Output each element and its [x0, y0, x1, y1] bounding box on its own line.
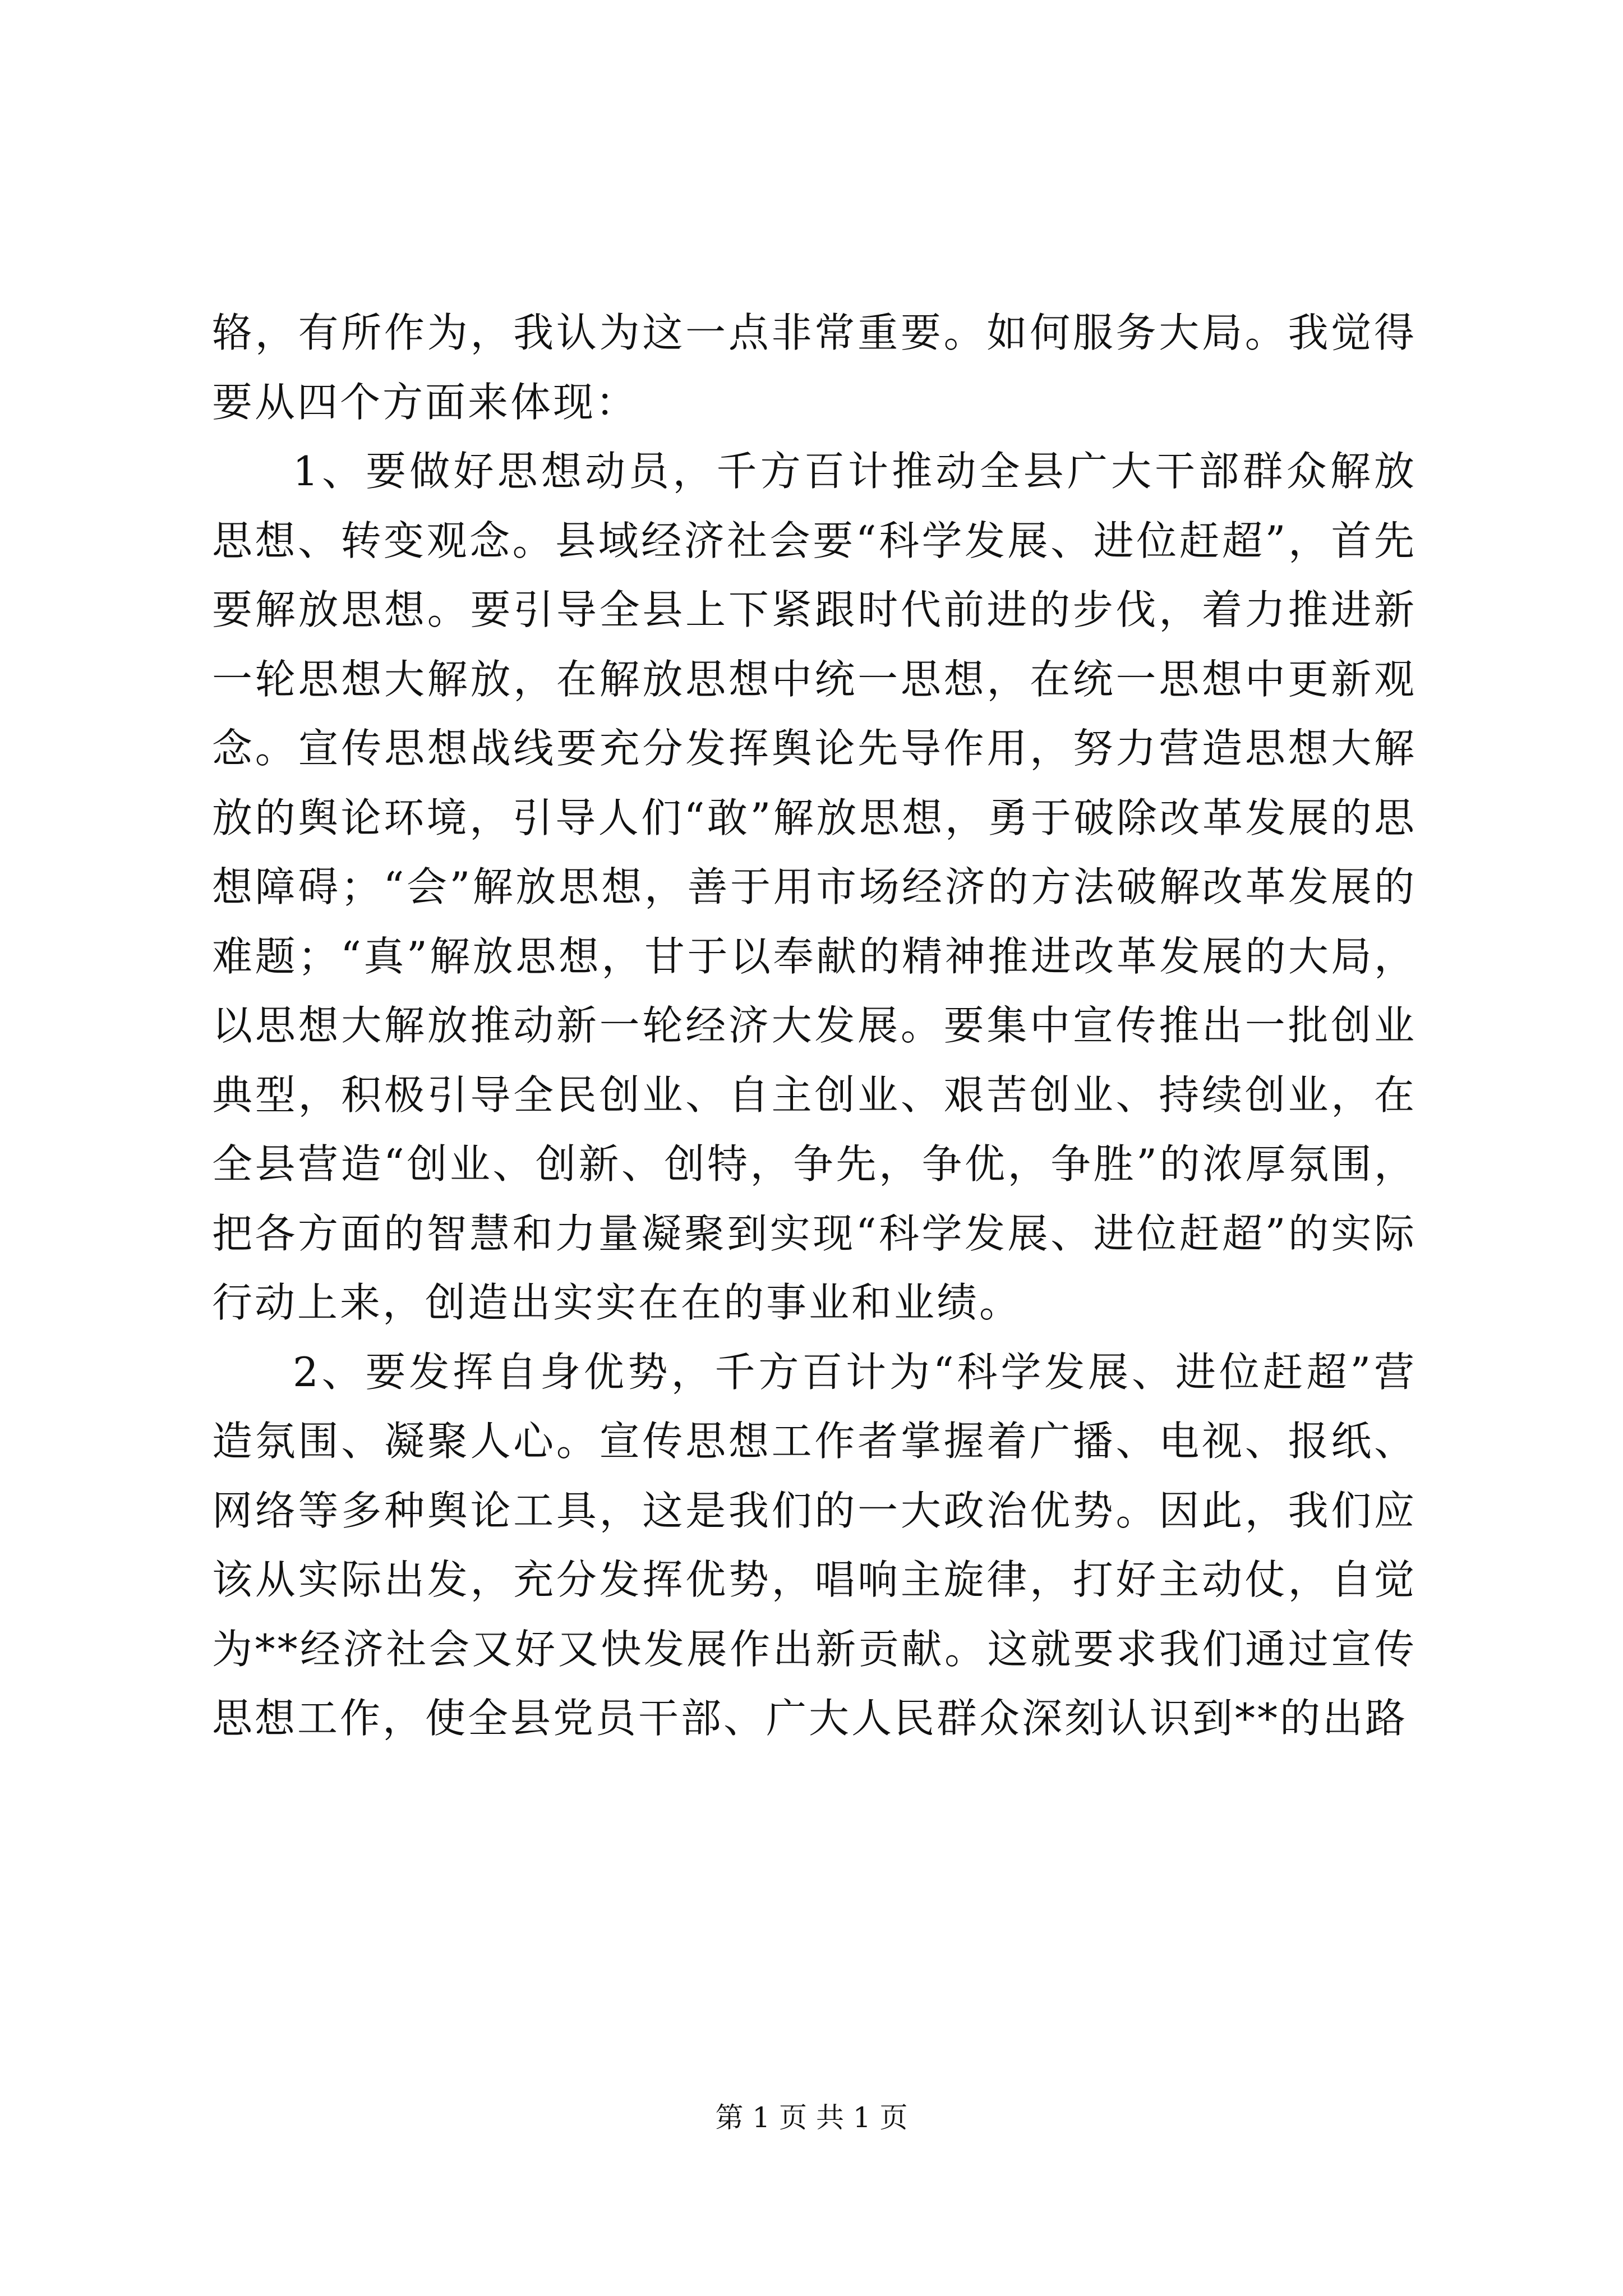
document-body: [212, 298, 1417, 1754]
paragraph-2: 1、要做好思想动员，千方百计推动全县广大干部群众解放思想、转变观念。县域经济社会要“科学发展、进位赶超”，首先要解放思想。要引导全县上下紧跟时代前进的步伐，着力推进新一轮思想大解放，在解放思想中统一思想，在统一思想中更新观念。宣传思想战线要充分发挥舆论先导作用，努力营造思想大解放的舆论环境，引导人们“敢”解放思想，勇于破除改革发展的思想障碍；“会”解放思想，善于用市场经济的方法破解改革发展的难题；“真”解放思想，甘于以奉献的精神推进改革发展的大局，以思想大解放推动新一轮经济大发展。要集中宣传推出一批创业典型，积极引导全民创业、自主创业、艰苦创业、持续创业，在全县营造“创业、创新、创特，争先，争优，争胜”的浓厚氛围，把各方面的智慧和力量凝聚到实现“科学发展、进位赶超”的实际行动上来，创造出实实在在的事业和业绩。: [212, 448, 1417, 1326]
paragraph-1: 辂，有所作为，我认为这一点非常重要。如何服务大局。我觉得要从四个方面来体现：: [212, 309, 1417, 426]
page-footer: [0, 2101, 1623, 2134]
page-number-label: 第 1 页 共 1 页: [715, 2101, 908, 2134]
paragraph-3: 2、要发挥自身优势，千方百计为“科学发展、进位赶超”营造氛围、凝聚人心。宣传思想工作者掌握着广播、电视、报纸、网络等多种舆论工具，这是我们的一大政治优势。因此，我们应该从实际出发，充分发挥优势，唱响主旋律，打好主动仗，自觉为**经济社会又好又快发展作出新贡献。这就要求我们通过宣传思想工作，使全县党员干部、广大人民群众深刻认识到**的出路: [212, 1348, 1417, 1742]
